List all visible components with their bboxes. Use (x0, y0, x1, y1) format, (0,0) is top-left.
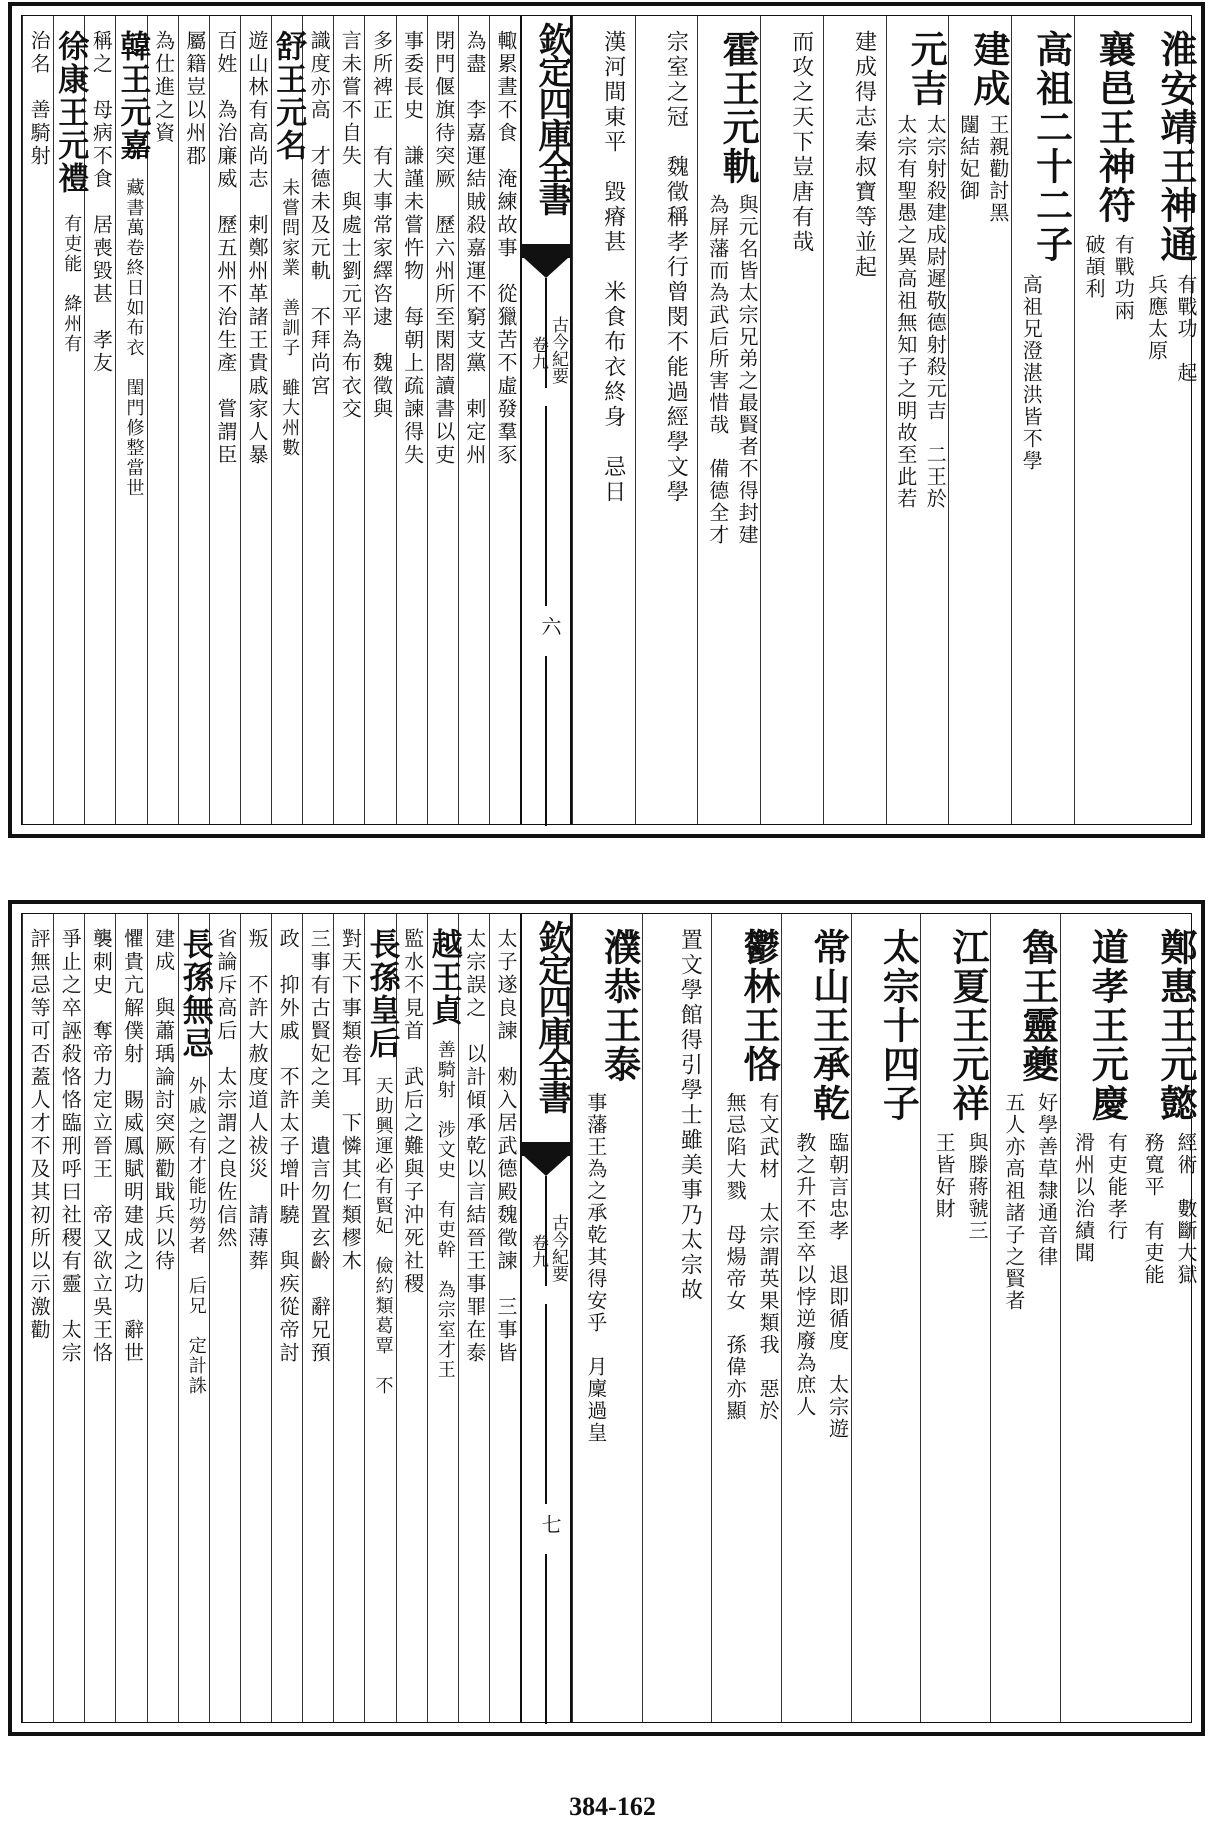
column-note-secondary: 教之升不至卒以悖逆廢為庶人 (792, 1132, 817, 1418)
text-column (990, 914, 1060, 1722)
column-text: 監水不見首 武后之難與子沖死社稷 (400, 928, 425, 1296)
center-rule-bottom (545, 656, 547, 826)
text-column (115, 914, 146, 1722)
column-heading: 建成 (966, 30, 1011, 108)
column-note-secondary: 破頡利 (1081, 234, 1106, 300)
text-column (333, 16, 364, 824)
book-title-label: 古今紀要 (548, 1214, 568, 1282)
text-column (147, 16, 178, 824)
text-column (642, 914, 712, 1722)
column-note: 太宗射殺建成尉遲敬德射殺元吉 二王於 (923, 114, 948, 510)
column-text: 多所裨正 有大事常家繹咨逮 魏徵與 (369, 30, 394, 421)
column-text: 叛 不許大赦度道人祓災 請薄葬 (245, 928, 269, 1273)
column-heading: 淮安靖王神通 (1153, 30, 1198, 264)
text-column (851, 914, 921, 1722)
column-note: 有吏能 絳州有 (61, 214, 83, 354)
text-column (22, 914, 53, 1722)
text-column (1129, 914, 1199, 1722)
column-text: 太宗誤之 以計傾承乾以言結晉王事罪在泰 (462, 928, 487, 1365)
column-text: 省論斥高后 太宗謂之良佐信然 (213, 928, 238, 1250)
text-column (364, 16, 395, 824)
text-column (52, 16, 89, 824)
column-note: 有戰功 起 (1173, 274, 1198, 384)
column-heading: 舒王元名 (270, 30, 307, 162)
text-column (53, 914, 84, 1722)
text-column (697, 16, 760, 824)
column-heading: 江夏王元祥 (945, 928, 990, 1123)
text-column (760, 16, 823, 824)
volume-label: 卷九 (528, 1234, 548, 1268)
fishtail-point (524, 1156, 568, 1176)
text-column (270, 16, 307, 824)
column-heading: 鄭惠王元懿 (1153, 928, 1198, 1123)
column-note: 外戚之有才能功勞者 后兄 定計誅 (185, 1076, 207, 1396)
column-text: 遊山林有高尚志 剌鄭州革諸王貴戚家人暴 (245, 30, 269, 467)
column-note: 經術 數斷大獄 (1173, 1132, 1198, 1286)
page-number: 384-162 (569, 1792, 656, 1821)
column-note: 天助興運必有賢妃 儉約類葛覃 不 (372, 1076, 394, 1396)
column-heading: 高祖二十二子 (1029, 30, 1074, 264)
fishtail-point (524, 258, 568, 278)
column-note-secondary: 高祖兄澄湛洪皆不學 (1019, 274, 1044, 472)
column-note: 有吏能孝行 (1104, 1132, 1129, 1242)
column-note: 王親勸討黑 (985, 114, 1010, 224)
text-column (147, 914, 178, 1722)
book-title-label: 古今紀要 (548, 316, 568, 384)
column-text: 為仕進之資 (151, 30, 176, 145)
column-text: 言未嘗不自失 與處士劉元平為布衣交 (338, 30, 363, 421)
text-column (458, 16, 489, 824)
text-column (425, 914, 462, 1722)
column-heading: 霍王元軌 (716, 30, 761, 186)
center-fold-column (520, 914, 572, 1722)
column-text: 評無忌等可否蓋人才不及其初所以示激勸 (27, 928, 52, 1342)
fishtail-mark (522, 244, 570, 258)
column-text: 輙累晝不食 淹練故事 從獵苦不虛發羣豕 (494, 30, 518, 467)
text-column (396, 16, 427, 824)
text-column (84, 914, 115, 1722)
text-column (635, 16, 698, 824)
text-column (572, 16, 635, 824)
column-text: 建成得志秦叔寶等並起 (851, 30, 877, 280)
column-heading: 常山王承乾 (806, 928, 851, 1123)
leaf-number: 六 (538, 616, 562, 636)
column-heading: 濮恭王泰 (597, 928, 642, 1084)
column-heading: 長孫無忌 (176, 928, 213, 1060)
column-text: 稱之 母病不食 居喪毀甚 孝友 (89, 30, 114, 375)
column-note-secondary: 太宗有聖愚之異高祖無知子之明故至此若 (893, 114, 918, 510)
top-page (8, 2, 1205, 838)
text-column (114, 16, 151, 824)
column-note-secondary: 無忌陷大戮 母煬帝女 孫偉亦顯 (723, 1092, 748, 1422)
text-column (333, 914, 364, 1722)
text-column (178, 16, 209, 824)
column-note: 藏書萬卷終日如布衣 閨門修整當世 (123, 178, 145, 498)
text-column (209, 914, 240, 1722)
bottom-page-text-block (21, 913, 1198, 1723)
column-note-secondary: 五人亦高祖諸子之賢者 (1001, 1092, 1026, 1312)
column-heading: 韓王元嘉 (114, 30, 151, 162)
text-column (572, 914, 642, 1722)
fishtail-mark (522, 1142, 570, 1156)
column-heading: 道孝王元慶 (1085, 928, 1130, 1123)
text-column (489, 16, 520, 824)
column-note: 善騎射 涉文史 有吏幹 為宗室才王 (434, 1040, 456, 1380)
column-note: 與元名皆太宗兄弟之最賢者不得封建 (735, 194, 760, 546)
text-column (22, 16, 53, 824)
column-text: 為盡 李嘉運結賊殺嘉運不窮支黨 剌定州 (462, 30, 487, 467)
library-title: 欽定四庫全書 (532, 22, 572, 214)
column-text: 治名 善騎射 (27, 30, 52, 168)
text-column (302, 914, 333, 1722)
text-column (209, 16, 240, 824)
top-page-text-block (21, 15, 1198, 825)
text-column (886, 16, 949, 824)
column-text: 政 抑外戚 不許太子增叶驍 與疾從帝討 (276, 928, 301, 1365)
volume-label: 卷九 (528, 336, 548, 370)
column-text: 事委長史 謙謹未嘗忤物 每朝上疏諫得失 (400, 30, 425, 467)
text-column (1136, 16, 1199, 824)
column-text: 建成 與蕭瑀論討突厥勸戢兵以待 (151, 928, 176, 1273)
text-column (458, 914, 489, 1722)
center-rule-lower (545, 1304, 547, 1504)
column-note: 與滕蔣虢三 (964, 1132, 989, 1242)
text-column (302, 16, 333, 824)
text-column (489, 914, 520, 1722)
column-note: 臨朝言忠孝 退即循度 太宗遊 (825, 1132, 850, 1440)
text-column (427, 16, 458, 824)
column-heading: 襄邑王神符 (1092, 30, 1137, 225)
text-column (240, 914, 271, 1722)
column-text: 太子遂良諫 勑入居武德殿魏徵諫 三事皆 (494, 928, 518, 1365)
text-column (711, 914, 781, 1722)
column-heading: 越王貞 (425, 928, 462, 1027)
text-column (240, 16, 271, 824)
column-text: 襲刺史 奪帝力定立晉王 帝又欲立吳王恪 (89, 928, 114, 1365)
column-note-secondary: 務寬平 有吏能 (1141, 1132, 1166, 1286)
column-heading: 長孫皇后 (363, 928, 400, 1060)
column-note-secondary: 兵應太原 (1144, 274, 1169, 362)
bottom-page (8, 900, 1205, 1736)
column-note-secondary: 滑州以治績聞 (1071, 1132, 1096, 1264)
column-text: 置文學館得引學士雖美事乃太宗故 (677, 928, 703, 1303)
text-column (1060, 914, 1130, 1722)
text-column (781, 914, 851, 1722)
column-text: 閉門偃旗待突厥 歷六州所至閑閤讀書以吏 (431, 30, 456, 467)
column-text: 對天下事類卷耳 下憐其仁類樛木 (338, 928, 363, 1273)
column-note: 有戰功兩 (1111, 234, 1136, 322)
center-rule-bottom (545, 1554, 547, 1724)
column-heading: 太宗十四子 (876, 928, 921, 1123)
column-text: 屬籍豈以州郡 (182, 30, 207, 168)
column-heading: 鬱林王恪 (736, 928, 781, 1084)
text-column (823, 16, 886, 824)
column-text: 三事有古賢妃之美 遺言勿置玄齡 辭兄預 (307, 928, 332, 1365)
text-column (176, 914, 213, 1722)
center-rule-lower (545, 406, 547, 606)
column-note: 有文武材 太宗謂英果類我 惡於 (755, 1092, 780, 1422)
column-heading: 徐康王元禮 (52, 30, 89, 195)
text-column (363, 914, 400, 1722)
text-column (1074, 16, 1137, 824)
leaf-number: 七 (538, 1514, 562, 1534)
column-text: 爭止之卒誣殺恪恪臨刑呼曰社稷有靈 太宗 (58, 928, 83, 1365)
column-note: 好學善草隸通音律 (1034, 1092, 1059, 1268)
column-text: 漢河間東平 毀瘠甚 米食布衣終身 忌日 (600, 30, 626, 505)
text-column (1011, 16, 1074, 824)
column-text: 而攻之天下豈唐有哉 (788, 30, 814, 255)
column-heading: 魯王靈夔 (1015, 928, 1060, 1084)
column-text: 懼貴亢解僕射 賜威鳳賦明建成之功 辭世 (120, 928, 145, 1365)
column-note-secondary: 王皆好財 (932, 1132, 957, 1220)
column-note-secondary: 事藩王為之承乾其得安乎 月廩過皇 (583, 1092, 608, 1444)
column-note-secondary: 為屏藩而為武后所害惜哉 備德全才 (705, 194, 730, 546)
column-text: 百姓 為治廉威 歷五州不治生產 嘗謂臣 (213, 30, 238, 467)
center-fold-column (520, 16, 572, 824)
column-heading: 元吉 (904, 30, 949, 108)
column-text: 識度亦高 才德未及元軌 不拜尚宮 (307, 30, 332, 398)
text-column (948, 16, 1011, 824)
text-column (84, 16, 115, 824)
library-title: 欽定四庫全書 (532, 920, 572, 1112)
column-text: 宗室之冠 魏徵稱孝行曾閔不能過經學文學 (663, 30, 689, 505)
column-note-secondary: 闥結妃御 (956, 114, 981, 202)
text-column (396, 914, 427, 1722)
text-column (271, 914, 302, 1722)
text-column (920, 914, 990, 1722)
column-note: 未嘗問家業 善訓子 雖大州數 (279, 178, 301, 458)
